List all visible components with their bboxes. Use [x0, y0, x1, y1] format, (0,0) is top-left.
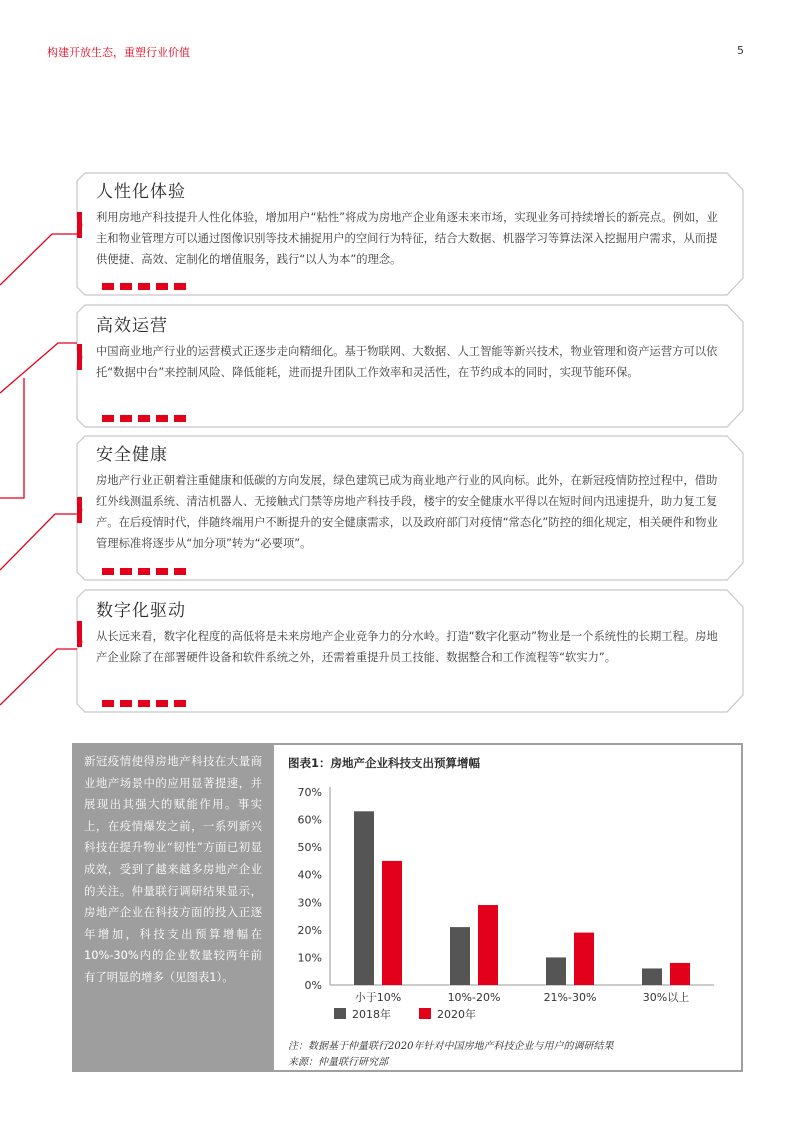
card-body: 中国商业地产行业的运营模式正逐步走向精细化。基于物联网、大数据、人工智能等新兴技术，物业管理和资产运营方可以依托“数据中台”来控制风险、降低能耗，进而提升团队工作效率和灵活性，在节约成本的同时，实现节能环保。: [96, 345, 718, 379]
chart-panel: [272, 743, 743, 1072]
connector-line-2: [0, 343, 77, 393]
card-digital-drive: [96, 601, 721, 668]
legend-label: 2020年: [437, 1008, 476, 1021]
red-notch-1: [77, 212, 82, 238]
x-tick-label: 21%-30%: [543, 991, 597, 1004]
card-safety-health: [96, 445, 721, 554]
bar-2018: [546, 957, 566, 985]
connector-line-3: [0, 378, 24, 498]
y-tick-label: 30%: [297, 896, 322, 910]
x-tick-label: 30%以上: [642, 991, 690, 1004]
card-title: 安全健康: [96, 445, 168, 465]
connector-line-4: [0, 514, 77, 570]
connector-line-1: [0, 234, 77, 285]
card-efficient-operation: [96, 316, 721, 383]
connector-line-5: [0, 649, 77, 705]
dash-bar-2: [102, 415, 186, 422]
bar-2018: [354, 811, 374, 985]
sidebar-summary: 新冠疫情使得房地产科技在大量商业地产场景中的应用显著提速，并展现出其强大的赋能作用。事实上，在疫情爆发之前，一系列新兴科技在提升物业“韧性”方面已初显成效，受到了越来越多房地产企业的关注。仲量联行调研结果显示，房地产企业在科技方面的投入正逐年增加，科技支出预算增幅在10%-30%内的企业数量较两年前有了明显的增多（见图表1）。: [72, 743, 272, 1072]
chart-title: 图表1：房地产企业科技支出预算增幅: [288, 756, 480, 770]
legend-swatch: [419, 1008, 431, 1019]
card-body: 房地产行业正朝着注重健康和低碳的方向发展，绿色建筑已成为商业地产行业的风向标。此外，在新冠疫情防控过程中，借助红外线测温系统、清洁机器人、无接触式门禁等房地产科技手段，楼宇的安全健康水平得以在短时间内迅速提升，助力复工复产。在后疫情时代，伴随终端用户不断提升的安全健康需求，以及政府部门对疫情“常态化”防控的细化规定，相关硬件和物业管理标准将逐步从“加分项”转为“必要项”。: [96, 474, 718, 550]
page-number: 5: [737, 44, 744, 57]
x-tick-label: 10%-20%: [447, 991, 501, 1004]
y-tick-label: 40%: [297, 868, 322, 882]
red-notch-2: [77, 344, 82, 370]
red-notch-4: [77, 621, 82, 647]
y-tick-label: 10%: [297, 951, 322, 965]
chart-note: 注：数据基于仲量联行2020年针对中国房地产科技企业与用户的调研结果: [288, 1041, 614, 1052]
y-tick-label: 50%: [297, 841, 322, 855]
dash-bar-3: [102, 568, 186, 575]
connector-lines: [0, 234, 77, 705]
card-title: 数字化驱动: [96, 601, 186, 621]
x-tick-label: 小于10%: [354, 991, 402, 1004]
dash-bar-1: [102, 283, 186, 290]
bar-2020: [478, 905, 498, 985]
bar-chart: [274, 745, 741, 1070]
red-notch-markers: [77, 212, 82, 647]
bar-2020: [382, 861, 402, 985]
y-tick-label: 20%: [297, 923, 322, 937]
card-title: 高效运营: [96, 316, 168, 336]
card-body: 从长远来看，数字化程度的高低将是未来房地产企业竞争力的分水岭。打造“数字化驱动”物业是一个系统性的长期工程。房地产企业除了在部署硬件设备和软件系统之外，还需着重提升员工技能、数据整合和工作流程等“软实力”。: [96, 630, 718, 664]
bar-2018: [450, 927, 470, 985]
y-tick-label: 60%: [297, 813, 322, 827]
y-tick-label: 0%: [304, 979, 322, 992]
card-user-experience: [96, 182, 721, 270]
header-title: 构建开放生态，重塑行业价值: [47, 46, 190, 59]
y-tick-label: 70%: [297, 786, 322, 799]
dash-bar-4: [102, 700, 186, 707]
legend-label: 2018年: [352, 1008, 391, 1021]
chart-source: 来源：仲量联行研究部: [288, 1057, 388, 1068]
bar-2020: [670, 963, 690, 985]
legend-swatch: [334, 1008, 346, 1019]
card-title: 人性化体验: [96, 182, 186, 202]
red-notch-3: [77, 497, 82, 523]
bar-2020: [574, 933, 594, 985]
bar-2018: [642, 968, 662, 985]
card-body: 利用房地产科技提升人性化体验，增加用户“粘性”将成为房地产企业角逐未来市场，实现业务可持续增长的新亮点。例如，业主和物业管理方可以通过图像识别等技术捕捉用户的空间行为特征，结合大数据、机器学习等算法深入挖掘用户需求，从而提供便捷、高效、定制化的增值服务，践行“以人为本”的理念。: [96, 211, 718, 266]
